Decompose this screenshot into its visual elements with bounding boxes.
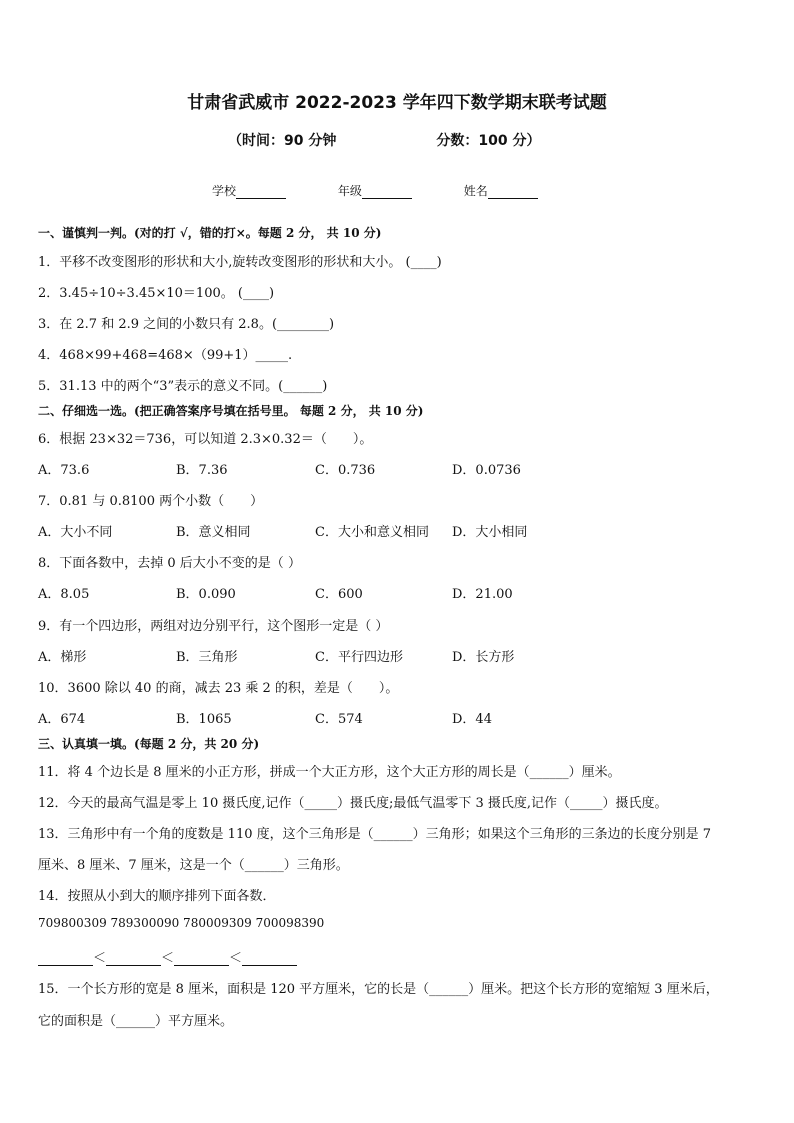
question-10: 10．3600 除以 40 的商，减去 23 乘 2 的积，差是（ ）。 [38, 681, 399, 696]
q7-option-c: C．大小和意义相同 [315, 525, 429, 540]
section-1-heading: 一、谨慎判一判。(对的打 √，错的打×。每题 2 分， 共 10 分) [38, 226, 382, 240]
name-label: 姓名 [463, 184, 488, 198]
grade-label: 年级 [337, 184, 362, 198]
question-1: 1．平移不改变图形的形状和大小,旋转改变图形的形状和大小。 (____) [38, 255, 442, 270]
q7-option-b: B．意义相同 [176, 525, 251, 540]
q9-option-d: D．长方形 [452, 650, 515, 665]
question-3: 3．在 2.7 和 2.9 之间的小数只有 2.8。(________) [38, 317, 335, 332]
page-title: 甘肃省武威市 2022-2023 学年四下数学期末联考试题 [187, 93, 607, 113]
q9-option-c: C．平行四边形 [315, 650, 403, 665]
grade-field[interactable] [362, 186, 412, 199]
q6-option-d: D．0.0736 [452, 463, 521, 478]
less-than-sign: ＜ [93, 951, 107, 966]
question-14-answer-row [38, 947, 297, 966]
answer-blank[interactable] [106, 953, 161, 966]
q10-option-d: D．44 [452, 712, 492, 727]
question-14: 14．按照从小到大的顺序排列下面各数． [38, 889, 276, 904]
q10-option-a: A．674 [38, 712, 86, 727]
question-4: 4．468×99+468=468×（99+1）_____. [38, 348, 293, 363]
total-score: 分数：100 分） [436, 133, 541, 149]
less-than-sign: ＜ [161, 951, 175, 966]
q6-option-c: C．0.736 [315, 463, 376, 478]
q8-option-c: C．600 [315, 587, 363, 602]
question-15-line-2: 它的面积是（______）平方厘米。 [38, 1014, 234, 1029]
question-2: 2．3.45÷10÷3.45×10＝100。 (____) [38, 286, 275, 301]
question-15-line-1: 15．一个长方形的宽是 8 厘米，面积是 120 平方厘米，它的长是（______）厘米。把这个长方形的宽缩短 3 厘米后， [38, 982, 719, 997]
q9-option-a: A．梯形 [38, 650, 87, 665]
q8-option-a: A．8.05 [38, 587, 90, 602]
q10-option-c: C．574 [315, 712, 363, 727]
question-7: 7．0.81 与 0.8100 两个小数（ ） [38, 494, 264, 509]
section-2-heading: 二、仔细选一选。(把正确答案序号填在括号里。 每题 2 分， 共 10 分) [38, 404, 424, 418]
question-12: 12．今天的最高气温是零上 10 摄氏度,记作（_____）摄氏度;最低气温零下 3 摄氏度,记作（_____）摄氏度。 [38, 796, 668, 811]
less-than-sign: ＜ [229, 951, 243, 966]
question-11: 11．将 4 个边长是 8 厘米的小正方形，拼成一个大正方形，这个大正方形的周长是（______）厘米。 [38, 765, 621, 780]
section-3-heading: 三、认真填一填。(每题 2 分，共 20 分) [38, 737, 260, 751]
question-8: 8．下面各数中，去掉 0 后大小不变的是（ ） [38, 556, 301, 571]
name-field[interactable] [488, 186, 538, 199]
student-info [212, 182, 586, 199]
question-14-numbers: 709800309 789300090 780009309 700098390 [38, 916, 325, 930]
question-5: 5．31.13 中的两个“3”表示的意义不同。(______) [38, 379, 328, 394]
exam-meta [228, 130, 540, 150]
school-label: 学校 [212, 184, 237, 198]
q7-option-a: A．大小不同 [38, 525, 113, 540]
question-9: 9．有一个四边形，两组对边分别平行，这个图形一定是（ ） [38, 619, 389, 634]
answer-blank[interactable] [242, 953, 297, 966]
q8-option-b: B．0.090 [176, 587, 236, 602]
question-13-line-2: 厘米、8 厘米、7 厘米，这是一个（______）三角形。 [38, 858, 349, 873]
answer-blank[interactable] [38, 953, 93, 966]
time-limit: （时间：90 分钟 [228, 133, 337, 149]
question-13-line-1: 13．三角形中有一个角的度数是 110 度，这个三角形是（______）三角形；如果这个三角形的三条边的长度分别是 7 [38, 827, 712, 842]
answer-blank[interactable] [174, 953, 229, 966]
q9-option-b: B．三角形 [176, 650, 238, 665]
q6-option-a: A．73.6 [38, 463, 90, 478]
school-field[interactable] [236, 186, 286, 199]
question-6: 6．根据 23×32＝736，可以知道 2.3×0.32＝（ ）。 [38, 432, 373, 447]
q6-option-b: B．7.36 [176, 463, 228, 478]
q8-option-d: D．21.00 [452, 587, 513, 602]
q7-option-d: D．大小相同 [452, 525, 528, 540]
q10-option-b: B．1065 [176, 712, 232, 727]
